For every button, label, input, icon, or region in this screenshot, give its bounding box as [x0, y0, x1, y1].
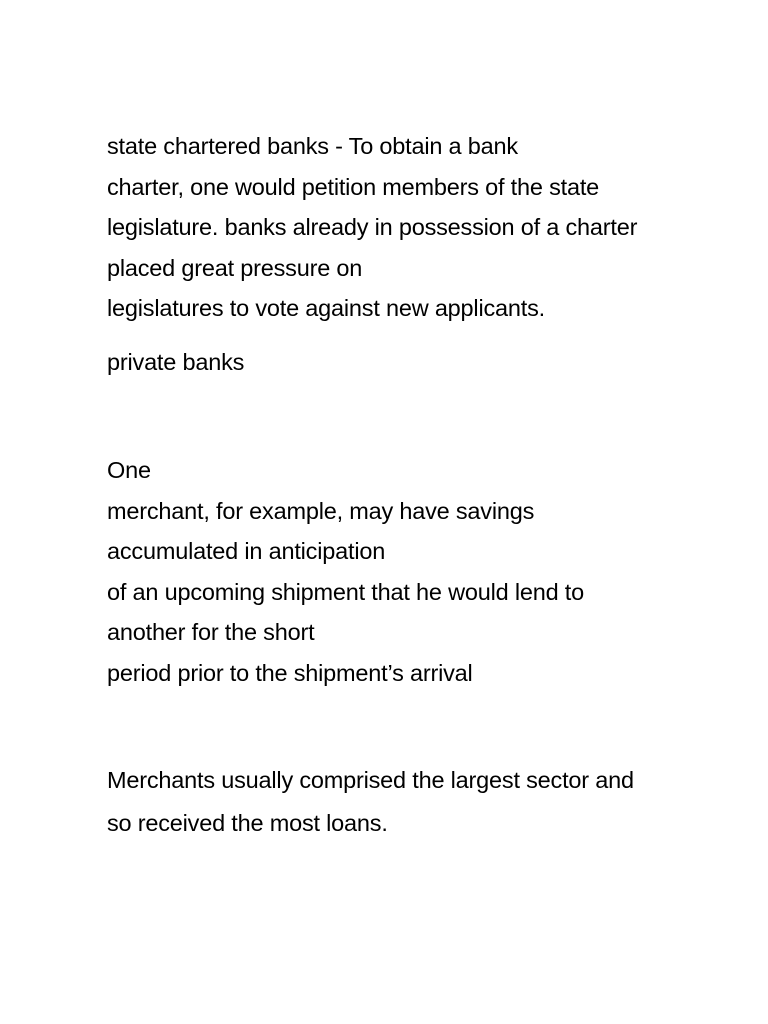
text-line: charter, one would petition members of the state: [107, 173, 600, 200]
paragraph-state-chartered-banks: [107, 126, 727, 329]
text-line: period prior to the shipment’s arrival: [107, 659, 473, 686]
text-line: legislature. banks already in possession of a charter: [107, 214, 638, 240]
paragraph-private-banks: [107, 348, 727, 376]
text-line: merchant, for example, may have savings: [107, 497, 535, 524]
text-line: Merchants usually comprised the largest sector and: [107, 767, 634, 793]
text-line: legislatures to vote against new applicants.: [107, 295, 545, 321]
text-line: another for the short: [107, 619, 315, 645]
text-line: private banks: [107, 349, 245, 375]
paragraph-merchants-loans: [107, 759, 727, 845]
text-line: placed great pressure on: [107, 254, 363, 281]
text-line: of an upcoming shipment that he would lend to: [107, 578, 584, 605]
text-line: so received the most loans.: [107, 810, 388, 836]
text-line: One: [107, 457, 151, 483]
text-line: accumulated in anticipation: [107, 538, 386, 564]
text-line: state chartered banks - To obtain a bank: [107, 133, 518, 159]
paragraph-merchant-example: [107, 450, 727, 693]
